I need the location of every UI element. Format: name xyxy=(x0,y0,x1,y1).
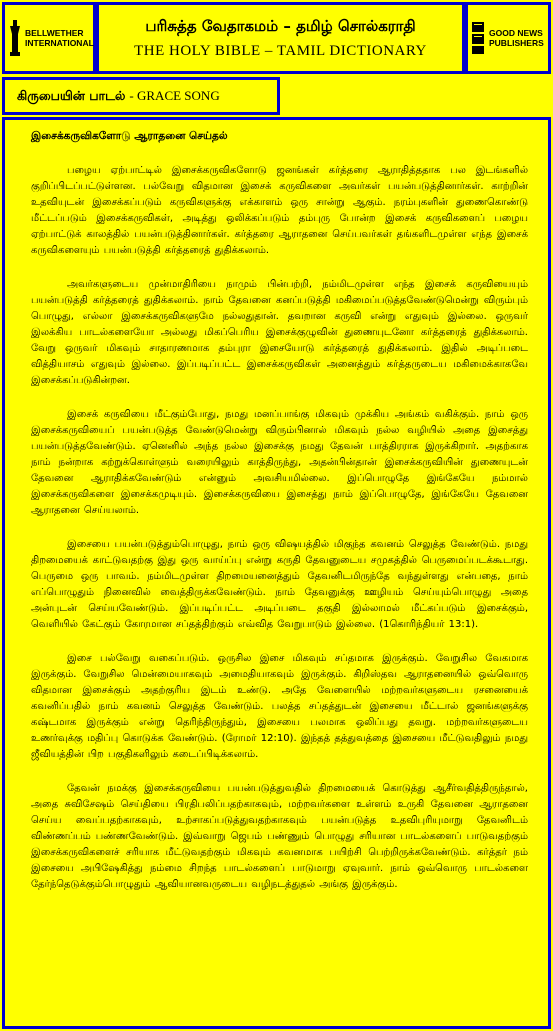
paragraph: இசை பல்வேறு வகைப்படும். ஒருசில இசை மிகவும் சப்தமாக இருக்கும். வேறுசில வேகமாக இருக்கும். வேறுசில மென்மையாகவும் அமைதியாகவும் இருக்கும். கிறிஸ்தவ ஆராதனையில் ஒவ்வொரு விதமான இசைக்கும் அதற்குரிய இடம் உண்டு. அதே வேளையில் மற்றவர்களுடைய ரசனையைக் கவனிப்பதில் நாம் கவனம் செலுத்த வேண்டும். பலத்த சப்தத்துடன் இசையை மீட்டால் ஜனங்களுக்கு கஷ்டமாக இருக்கும் என்று தெரிந்திருந்தும், இசையை பலமாக ஒலிப்பது தவறு. மற்றவர்களுடைய உணர்வுக்கு மதிப்பு கொடுக்க வேண்டும். (ரோமர் 12:10). இந்தத் தத்துவத்தை இசையை மீட்டுவதிலும் நமது ஜீவியத்தின் பிற பகுதிகளிலும் கடைப்பிடிக்கலாம். xyxy=(31,653,528,760)
paragraph: அவர்களுடைய முன்மாதிரியை நாமும் பின்பற்றி, நம்மிடமுள்ள எந்த இசைக் கருவியையும் பயன்படுத்தி கர்த்தரைத் துதிக்கலாம். நாம் தேவனை கனப்படுத்தி மகிமைப்படுத்தவேண்டுமென்று விரும்பும் பொழுது, எல்லா இசைக்கருவிகளுமே நல்லதுதான். தவறான கருவி என்று எதுவும் இல்லை. ஒருவர் இலக்கிய பாடல்களையோ அல்லது மிகப்பெரிய இசைக்குழுவின் துணையுடனோ கர்த்தரைத் துதிக்கலாம். வேறு ஒருவர் மிகவும் சாதாரணமாக தம்புரா இசையோடு கர்த்தரைத் துதிக்கலாம். இதில் அடிப்படை வித்தியாசம் எதுவும் இல்லை. இப்படிப்பட்ட இசைக்கருவிகள் அனைத்தும் கர்த்தருடைய மகிமைக்காகவே இசைக்கப்படுகின்றன. xyxy=(31,279,528,386)
header-bar xyxy=(2,2,551,74)
article-body xyxy=(2,117,551,1029)
good-news-logo-text: GOOD NEWS PUBLISHERS xyxy=(489,28,544,48)
title-box xyxy=(96,2,465,74)
paragraph: இசையை பயன்படுத்தும்பொழுது, நாம் ஒரு விஷயத்தில் மிகுந்த கவனம் செலுத்த வேண்டும். நமது திறமையைக் காட்டுவதற்கு இது ஒரு வாய்ப்பு என்று கருதி தேவனுடைய சமுகத்தில் பெருமைப்படக்கூடாது. பெருமை ஒரு பாவம். நம்மிடமுள்ள திறமையனைத்தும் தேவனிடமிருந்தே வந்துள்ளது என்பதை, நாம் எப்பொழுதும் நினைவில் வைத்திருக்கவேண்டும். நாம் தேவனுக்கு ஊழியம் செய்யும்பொழுது அதை அன்புடன் செய்யவேண்டும். இப்படிப்பட்ட அடிப்படை தகுதி இல்லாமல் மீட்கப்படும் இசைக்கும், வெளியில் கேட்கும் கோரமான சப்தத்திற்கும் எவ்வித வேறுபாடும் இல்லை. (1கொரிந்தியர் 13:1). xyxy=(31,539,528,630)
title-tamil: பரிசுத்த வேதாகமம் – தமிழ் சொல்கராதி xyxy=(145,16,416,35)
book-stack-icon xyxy=(471,20,485,56)
good-news-logo xyxy=(465,2,551,74)
article-heading: இசைக்கருவிகளோடு ஆராதனை செய்தல் xyxy=(31,130,228,142)
bellwether-logo xyxy=(2,2,96,74)
title-english: THE HOLY BIBLE – TAMIL DICTIONARY xyxy=(134,42,427,59)
paragraph: தேவன் நமக்கு இசைக்கருவியை பயன்படுத்துவதில் திறமையைக் கொடுத்து ஆசீர்வதித்திருந்தால், அதை சுவிசேஷம் செய்தியை பிரதிபலிப்பதற்காகவும், மற்றவர்களை உள்ளம் உருகி தேவனை ஆராதனை செய்ய வைப்பதற்காகவும், உற்சாகப்படுத்துவதற்காகவும் பயன்படுத்த உதவிபுரியுமாறு தேவனிடம் விண்ணப்பம் பண்ணவேண்டும். இவ்வாறு ஜெபம் பண்ணும் பொழுது சரியான பாடல்களைப் பாடுவதற்கும் இசைக்கருவிகளைச் சரியாக மீட்டுவதற்கும் மிகவும் கவனமாக பயிற்சி பெற்றிருக்கவேண்டும். கர்த்தர் நம் இசையை அபிஷேகித்து நம்மை சிறந்த பாடல்களைப் பாடுமாறு ஏவுவார். நாம் ஒவ்வொரு பாடல்களை தேர்ந்தெடுக்கும்பொழுதும் ஆவியானவருடைய வழிநடத்துதல் அங்கு இருக்கும். xyxy=(31,783,528,890)
bellwether-logo-text: BELLWETHER INTERNATIONAL xyxy=(25,28,94,48)
paragraph: இசைக் கருவியை மீட்கும்போது, நமது மனப்பாங்கு மிகவும் முக்கிய அங்கம் வகிக்கும். நாம் ஒரு இசைக்கருவியைப் பயன்படுத்த வேண்டுமென்று விரும்பினால் மிகவும் நல்ல வழியில் அதை இசைத்து பயன்படுத்தவேண்டும். ஏனெனில் அந்த நல்ல இசைக்கு நமது தேவன் பாத்திரராக இருக்கிறார். அதற்காக நாம் நன்றாக கற்றுக்கொள்ளும் வரையிலும் காத்திருந்து, அதன்பின்தான் இசைக்கருவியின் துணையுடன் தேவனை ஆராதிக்கவேண்டும் என்னும் அவசியமில்லை. இப்பொழுதே இங்கேயே நம்மால் இசைக்கருவிகளை இசைக்கமுடியும். இசைக்கருவியை இசைத்து நாம் இப்பொழுதே, இங்கேயே தேவனை ஆராதனை செய்யலாம். xyxy=(31,409,528,516)
bell-tower-icon xyxy=(9,20,21,56)
section-title xyxy=(2,77,280,115)
paragraph: பழைய ஏற்பாட்டில் இசைக்கருவிகளோடு ஜனங்கள் கர்த்தரை ஆராதித்ததாக பல இடங்களில் குறிப்பிடப்பட்டுள்ளன. பல்வேறு விதமான இசைக் கருவிகளை அவர்கள் பயன்படுத்தினார்கள். காற்றின் உதவியுடன் இசைக்கப்படும் கருவிகளுக்கு எக்காளம் ஒரு சான்று ஆகும். நரம்புகளின் துணைகொண்டு மீட்டப்படும் இசைக்கருவிகள், அடித்து ஒலிக்கப்படும் தம்புரு போன்ற இசைக் கருவிகளைப் பழைய ஏற்பாட்டுக் காலத்தில் பயன்படுத்தினார்கள். கர்த்தரை ஆராதனை செய்பவர்கள் தங்களிடமுள்ள எந்த இசைக் கருவிகளையும் பயன்படுத்தி கர்த்தரைத் துதிக்கலாம். xyxy=(31,165,528,256)
section-title-tamil: கிருபையின் பாடல் xyxy=(17,87,126,103)
section-title-english: - GRACE SONG xyxy=(129,88,220,103)
